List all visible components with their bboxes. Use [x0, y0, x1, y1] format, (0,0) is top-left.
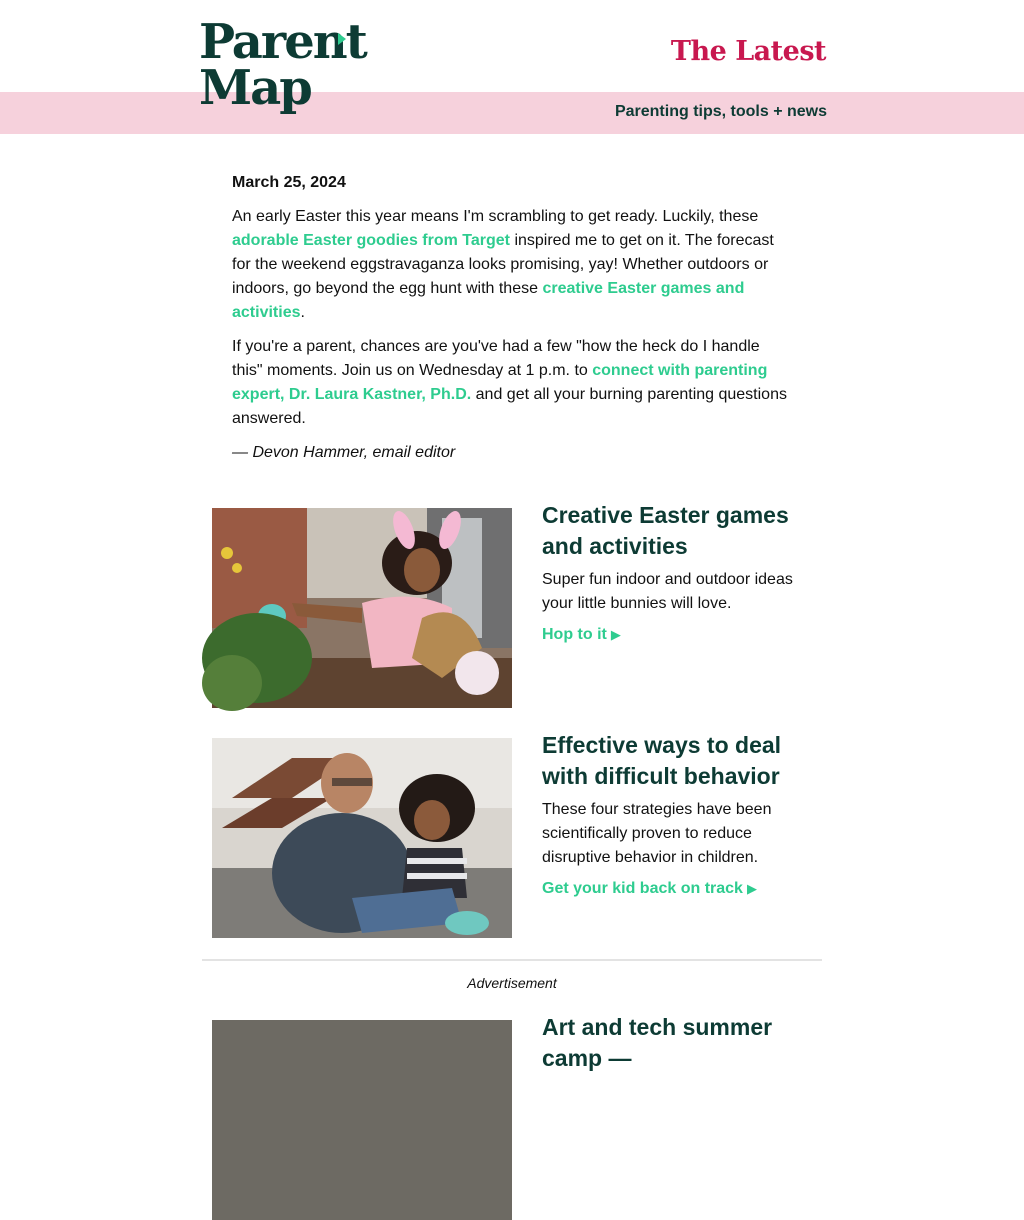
easter-girl-photo[interactable] [212, 508, 512, 708]
parenting-expert-link[interactable]: connect with parenting expert, Dr. Laura Kastner, Ph.D. [232, 362, 768, 403]
parentmap-logo[interactable] [199, 14, 366, 122]
section-title: The Latest [670, 36, 826, 67]
tagline-band [0, 92, 1024, 134]
email-header [0, 0, 1024, 134]
father-child-photo[interactable] [212, 738, 512, 938]
target-easter-goodies-link[interactable]: adorable Easter goodies from Target [232, 232, 510, 249]
summer-camp-photo[interactable] [212, 1020, 512, 1220]
cta-label: Get your kid back on track [542, 880, 743, 897]
issue-date: March 25, 2024 [232, 174, 346, 191]
logo-word-map: Map [199, 60, 311, 116]
article-card-behavior [212, 732, 812, 938]
article-title[interactable]: Creative Easter games and activities [542, 502, 789, 559]
intro-text: An early Easter this year means I'm scrambling to get ready. Luckily, these [232, 208, 759, 225]
article-description: These four strategies have been scientifically proven to reduce disruptive behavior in children. [542, 801, 772, 866]
article-description: Super fun indoor and outdoor ideas your little bunnies will love. [542, 571, 793, 612]
article-card-easter [212, 502, 812, 708]
article-text [542, 730, 812, 898]
intro-letter [232, 171, 792, 475]
easter-games-link[interactable]: creative Easter games and activities [232, 280, 745, 321]
logo-word-parent: Parent [199, 14, 366, 70]
article-card-summer-camp [212, 1014, 812, 1220]
section-divider [202, 959, 822, 961]
editor-signature: — Devon Hammer, email editor [232, 444, 456, 461]
intro-text: . [300, 304, 305, 321]
intro-text: inspired me to get on it. The forecast for the weekend eggstravaganza looks promising, yay! Whether outdoors or indoors, go beyond the egg hunt with these [232, 232, 774, 297]
article-text [542, 500, 812, 644]
kid-back-on-track-link[interactable] [542, 880, 812, 898]
advertisement-label: Advertisement [467, 975, 557, 991]
cta-label: Hop to it [542, 626, 607, 643]
logo-play-icon [338, 33, 346, 45]
article-title[interactable]: Effective ways to deal with difficult behavior [542, 732, 782, 789]
play-arrow-icon: ▶ [746, 881, 757, 896]
play-arrow-icon: ▶ [610, 627, 621, 642]
intro-text: and get all your burning parenting questions answered. [232, 386, 787, 427]
article-text [542, 1012, 812, 1080]
intro-text: If you're a parent, chances are you've had a few "how the heck do I handle this" moments. Join us on Wednesday at 1 p.m. to [232, 338, 760, 379]
intro-paragraph-1 [232, 205, 792, 325]
hop-to-it-link[interactable] [542, 626, 812, 644]
article-title[interactable]: Art and tech summer camp — [542, 1014, 773, 1071]
intro-paragraph-2 [232, 335, 792, 431]
tagline: Parenting tips, tools + news [614, 103, 827, 120]
